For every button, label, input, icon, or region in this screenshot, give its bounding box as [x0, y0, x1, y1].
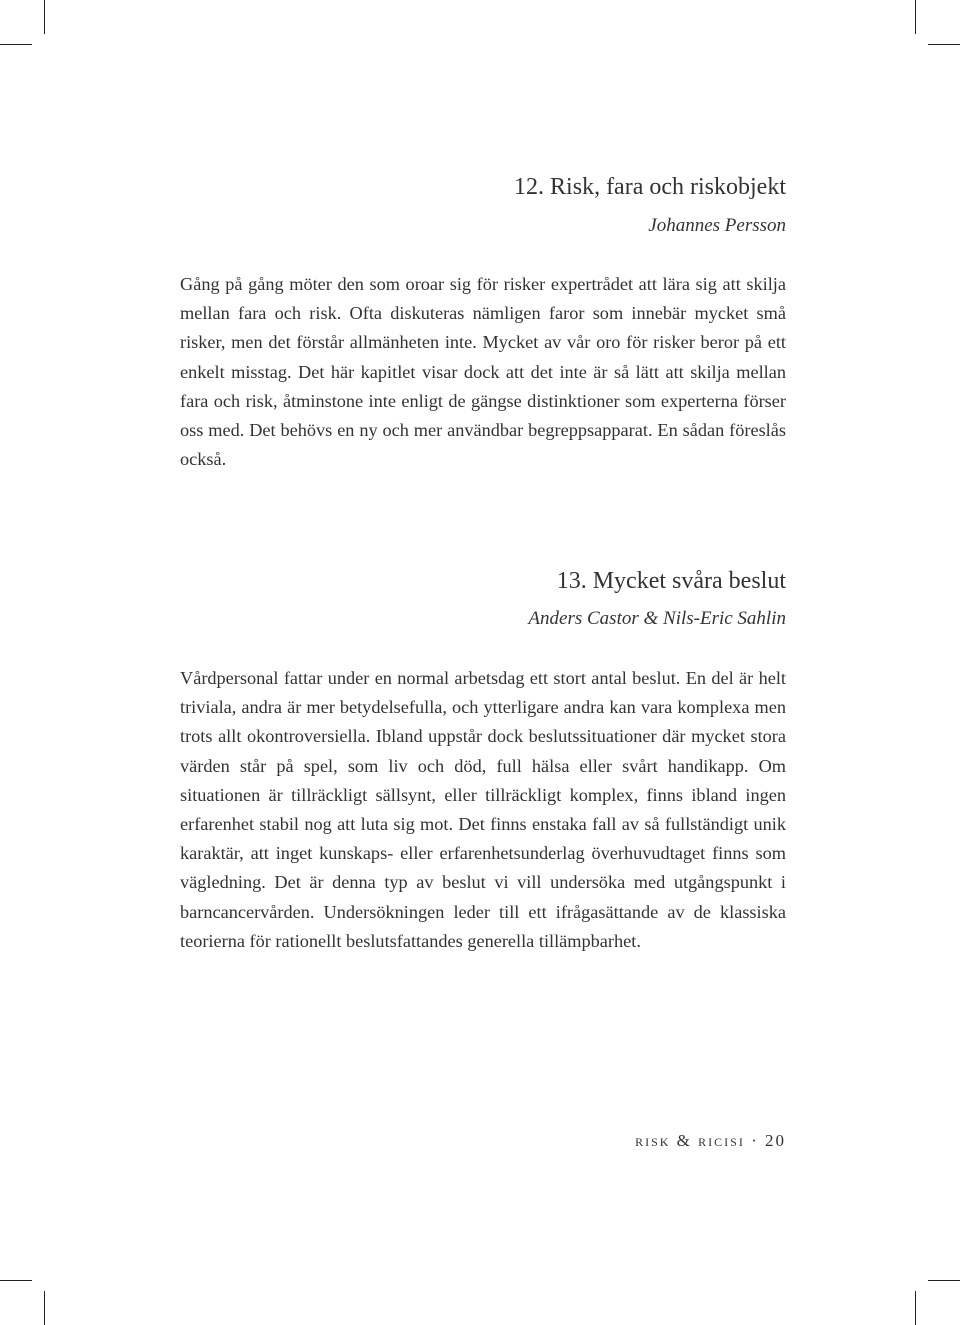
crop-mark: [928, 1280, 960, 1281]
crop-mark: [915, 1291, 916, 1325]
chapter-author: Johannes Persson: [648, 215, 786, 236]
chapter-title: 12. Risk, fara och riskobjekt: [514, 174, 786, 200]
chapter-abstract: Gång på gång möter den som oroar sig för risker expertrådet att lära sig att skilja mellan fara och risk. Ofta diskuteras nämligen faror som innebär mycket små risker, men det förstår allmänheten inte. Mycket av vår oro för risker beror på ett enkelt misstag. Det här kapitlet visar dock att det inte är så lätt att skilja mellan fara och risk, åtminstone inte enligt de gängse distinktioner som experterna förser oss med. Det behövs en ny och mer användbar begreppsapparat. En sådan föreslås också.: [180, 274, 786, 470]
page-footer: risk & ricisi · 20: [635, 1131, 786, 1150]
chapter-author: Anders Castor & Nils-Eric Sahlin: [528, 608, 786, 629]
crop-mark: [928, 44, 960, 45]
crop-mark: [44, 0, 45, 34]
chapter-abstract: Vårdpersonal fattar under en normal arbetsdag ett stort antal beslut. En del är helt triviala, andra är mer betydelsefulla, och ytterligare andra kan vara komplexa men trots allt okontroversiella. Ibland uppstår dock beslutssituationer där mycket stora värden står på spel, som liv och död, full hälsa eller svårt handikapp. Om situationen är tillräckligt sällsynt, eller tillräckligt komplex, finns ibland ingen erfarenhet stabil nog att luta sig mot. Det finns enstaka fall av så fullständigt unik karaktär, att inget kunskaps- eller erfarenhetsunderlag överhuvudtaget finns som vägledning. Det är denna typ av beslut vi vill undersöka med utgångspunkt i barncancervården. Undersökningen leder till ett ifrågasättande av de klassiska teorierna för rationellt beslutsfattandes generella tillämpbarhet.: [180, 668, 786, 951]
crop-mark: [0, 44, 32, 45]
crop-mark: [915, 0, 916, 34]
crop-mark: [44, 1291, 45, 1325]
chapter-title: 13. Mycket svåra beslut: [556, 568, 786, 594]
crop-mark: [0, 1280, 32, 1281]
